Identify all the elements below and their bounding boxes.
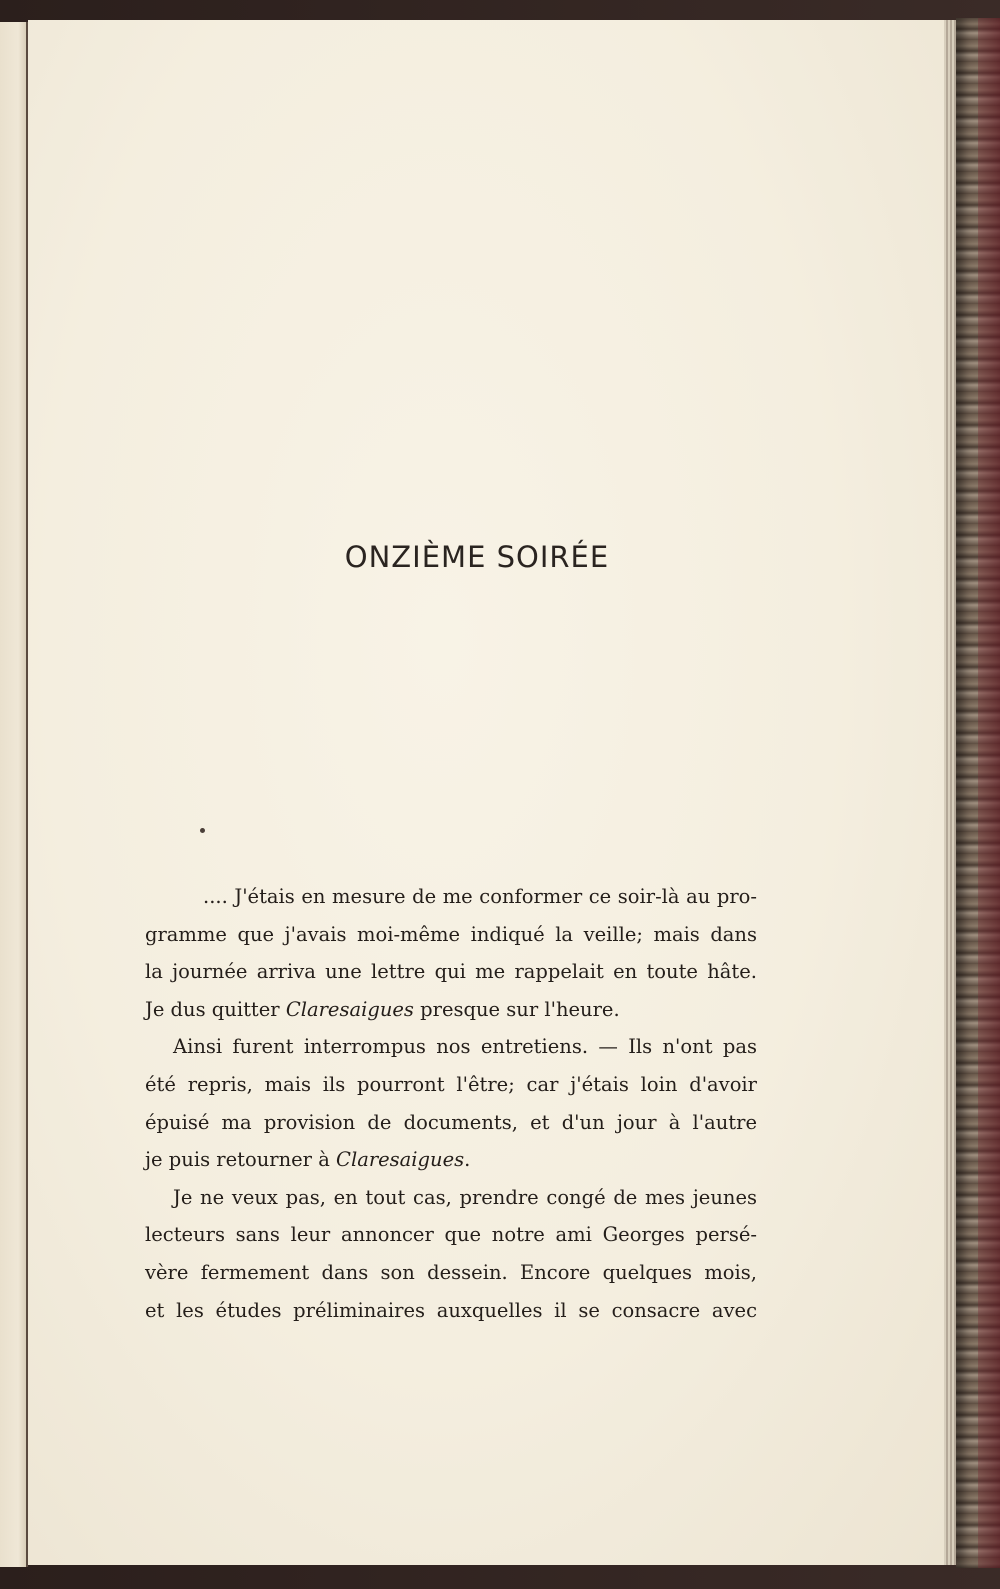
text-line: Je ne veux pas, en tout cas, prendre congé de mes jeunes [173, 1185, 757, 1209]
text-line: gramme que j'avais moi-même indiqué la veille; mais dans [145, 922, 757, 946]
facing-page-edge [0, 22, 28, 1567]
text-line: .... J'étais en mesure de me conformer ce soir-là au pro- [203, 885, 757, 908]
text-line: Ainsi furent interrompus nos entretiens. — Ils n'ont pas [173, 1035, 757, 1059]
text-line: la journée arriva une lettre qui me rappelait en toute hâte. [145, 960, 757, 984]
place-name: Claresaigues [285, 997, 414, 1021]
text-line: je puis retourner à Claresaigues. [145, 1148, 471, 1172]
book-binding [956, 18, 1000, 1568]
book-page [28, 20, 946, 1565]
paragraph-1 [145, 878, 757, 1028]
text-line: été repris, mais ils pourront l'être; car j'étais loin d'avoir [145, 1072, 757, 1096]
chapter-heading: ONZIÈME SOIRÉE [344, 540, 610, 574]
text-line: vère fermement dans son dessein. Encore quelques mois, [145, 1260, 757, 1284]
paragraph-2 [145, 1028, 757, 1178]
ink-speck [200, 828, 205, 833]
text-line: et les études préliminaires auxquelles il se consacre avec [145, 1298, 757, 1322]
text-line: lecteurs sans leur annoncer que notre ami Georges persé- [145, 1223, 757, 1247]
place-name: Claresaigues [336, 1148, 465, 1172]
chapter-text [145, 878, 757, 1329]
text-line: Je dus quitter Claresaigues presque sur l'heure. [145, 997, 620, 1021]
paragraph-3 [145, 1179, 757, 1329]
text-line: épuisé ma provision de documents, et d'un jour à l'autre [145, 1110, 757, 1134]
